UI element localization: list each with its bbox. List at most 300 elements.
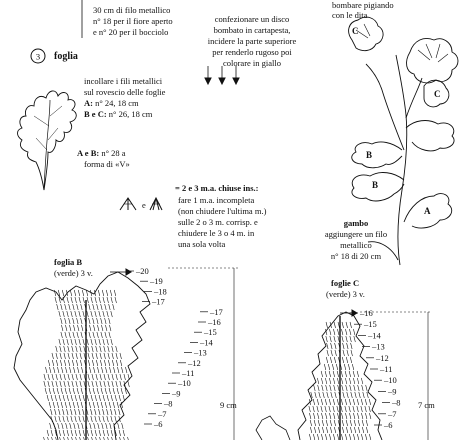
stitch-mark [91, 409, 93, 415]
stitch-mark [79, 416, 81, 422]
stitch-mark [325, 378, 327, 384]
stitch-mark [82, 423, 84, 429]
stitch-mark [68, 381, 70, 387]
stitch-mark [109, 325, 111, 331]
stitch-mark [313, 434, 315, 440]
stitch-mark [333, 378, 335, 384]
stitch-mark [321, 378, 323, 384]
stitch-mark [56, 374, 58, 380]
stitch-mark [369, 434, 371, 440]
stitch-mark [97, 325, 99, 331]
stitch-mark [69, 367, 71, 373]
gambo-line-2: metallico [340, 240, 372, 250]
gambo-line-1: aggiungere un filo [324, 229, 388, 239]
stitch-mark [353, 378, 355, 384]
stitch-mark [64, 346, 66, 352]
stitch-mark [345, 371, 347, 377]
stitch-mark [77, 318, 79, 324]
stitch-mark [72, 381, 74, 387]
stitch-mark [313, 413, 315, 419]
stitch-mark [369, 413, 371, 419]
stitch-mark [71, 395, 73, 401]
stitch-mark [49, 388, 51, 394]
leaf-b-row-label: –18 [154, 286, 167, 297]
stitch-mark [106, 423, 108, 429]
stitch-mark [317, 413, 319, 419]
stitch-mark [317, 399, 319, 405]
leaf-b-row-label: –17 [210, 306, 223, 317]
stitch-mark [346, 427, 348, 433]
stitch-mark [107, 409, 109, 415]
stitch-mark [79, 409, 81, 415]
stitch-mark [91, 311, 93, 317]
stitch-mark [333, 413, 335, 419]
stitch-mark [332, 364, 334, 370]
stitch-mark [79, 395, 81, 401]
stitch-mark [73, 367, 75, 373]
stitch-mark [77, 304, 79, 310]
stitch-mark [76, 360, 78, 366]
stitch-mark [67, 311, 69, 317]
stitch-mark [349, 371, 351, 377]
stitch-mark [59, 430, 61, 436]
stitch-mark [119, 395, 121, 401]
stitch-mark [69, 304, 71, 310]
stitch-mark [365, 413, 367, 419]
stitch-mark [48, 360, 50, 366]
stitch-mark [110, 423, 112, 429]
stitch-mark [313, 399, 315, 405]
stitch-mark [107, 297, 109, 303]
stitch-mark [93, 304, 95, 310]
step2-line-5: colorare in giallo [222, 58, 282, 68]
stitch-mark [67, 430, 69, 436]
stitch-mark [341, 329, 343, 335]
stitch-mark [337, 413, 339, 419]
stitch-mark [350, 385, 352, 391]
stitch-mark [351, 350, 353, 356]
stitch-mark [92, 374, 94, 380]
stitch-mark [106, 290, 108, 296]
stitch-mark [111, 297, 113, 303]
stitch-mark [343, 392, 345, 398]
stitch-mark [74, 290, 76, 296]
stitch-mark [341, 406, 343, 412]
stitch-mark [323, 392, 325, 398]
stitch-mark [51, 409, 53, 415]
leaf-b-row-label: –13 [194, 347, 207, 358]
step1-text-3: e n° 20 per il bocciolo [93, 27, 169, 37]
stitch-mark [65, 367, 67, 373]
leaf-b-row-label: –14 [200, 337, 213, 348]
stitch-mark [87, 311, 89, 317]
stitch-mark [351, 343, 353, 349]
stitch-mark [361, 406, 363, 412]
leaf-b-row-label: –11 [182, 368, 195, 378]
step3-ab-line-2: forma di «V» [84, 159, 130, 169]
stitch-mark [116, 346, 118, 352]
stitch-mark [326, 357, 328, 363]
stitch-mark [61, 367, 63, 373]
stitch-mark [65, 332, 67, 338]
stitch-mark [321, 434, 323, 440]
leaf-b-row-label: –20 [136, 266, 149, 276]
step1-text-2: n° 18 per il fiore aperto [93, 16, 173, 26]
stitch-mark [59, 311, 61, 317]
stitch-mark [89, 325, 91, 331]
stitch-mark [108, 353, 110, 359]
step3-number-badge [31, 49, 45, 63]
stitch-mark [342, 420, 344, 426]
stitch-mark [350, 336, 352, 342]
leaf-c-row-label: –10 [384, 375, 397, 386]
stitch-line-2: (non chiudere l'ultima m.) [178, 206, 267, 216]
stitch-mark [68, 353, 70, 359]
stitch-mark [96, 360, 98, 366]
stitch-mark [107, 416, 109, 422]
stitch-mark [63, 430, 65, 436]
stitch-mark [101, 388, 103, 394]
stitch-mark [56, 360, 58, 366]
stitch-mark [77, 367, 79, 373]
stitch-mark [358, 427, 360, 433]
stitch-mark [353, 413, 355, 419]
stitch-mark [309, 406, 311, 412]
stitch-mark [331, 343, 333, 349]
stitch-mark [99, 409, 101, 415]
stitch-mark [87, 297, 89, 303]
stitch-mark [104, 353, 106, 359]
stitch-mark [109, 318, 111, 324]
stitch-mark [97, 402, 99, 408]
stitch-mark [333, 329, 335, 335]
stitch-mark [65, 325, 67, 331]
stitch-mark [310, 420, 312, 426]
stitch-mark [108, 360, 110, 366]
stitch-mark [357, 434, 359, 440]
stitch-mark [54, 290, 56, 296]
stitch-mark [113, 388, 115, 394]
stitch-mark [353, 399, 355, 405]
flower-illustration [349, 17, 458, 265]
stitch-mark [76, 374, 78, 380]
stitch-mark [99, 416, 101, 422]
stitch-mark [365, 406, 367, 412]
stitch-mark [345, 406, 347, 412]
stitch-mark [52, 353, 54, 359]
stitch-mark [59, 416, 61, 422]
stitch-mark [343, 350, 345, 356]
stitch-mark [107, 339, 109, 345]
stitch-mark [317, 378, 319, 384]
leaf-b-size: 9 cm [220, 400, 237, 410]
stitch-mark [111, 395, 113, 401]
stitch-mark [99, 430, 101, 436]
stitch-mark [93, 332, 95, 338]
stitch-mark [84, 381, 86, 387]
step3-title: foglia [54, 51, 78, 62]
stitch-mark [345, 434, 347, 440]
stitch-mark [97, 318, 99, 324]
stitch-mark [68, 346, 70, 352]
stitch-mark [52, 374, 54, 380]
stitch-mark [64, 374, 66, 380]
stitch-mark [330, 385, 332, 391]
stitch-mark [361, 378, 363, 384]
stitch-mark [57, 402, 59, 408]
stitch-mark [117, 388, 119, 394]
stitch-mark [362, 420, 364, 426]
stitch-mark [333, 399, 335, 405]
leaf-b-row-label: –16 [208, 317, 221, 327]
stitch-mark [99, 311, 101, 317]
stitch-mark [354, 420, 356, 426]
leaf-b-row-label: –19 [150, 276, 163, 287]
stitch-mark [325, 413, 327, 419]
stitch-line-3: sulle 2 o 3 m. corrisp. e [178, 217, 258, 227]
step3-number: 3 [35, 51, 41, 62]
leaf-c-row-label: –12 [376, 352, 389, 363]
stitch-mark [62, 423, 64, 429]
stitch-mark [75, 395, 77, 401]
stitch-mark [341, 399, 343, 405]
stitch-mark [341, 378, 343, 384]
stitch-mark [100, 360, 102, 366]
stitch-mark [333, 406, 335, 412]
stitch-mark [309, 434, 311, 440]
stitch-mark [330, 427, 332, 433]
stitch-mark [49, 367, 51, 373]
stitch-mark [88, 374, 90, 380]
step1-text-1: 30 cm di filo metallico [93, 5, 171, 15]
stitch-mark [45, 367, 47, 373]
stitch-mark [67, 409, 69, 415]
stitch-mark [124, 374, 126, 380]
stitch-mark [71, 339, 73, 345]
stitch-mark [100, 381, 102, 387]
stitch-mark [107, 395, 109, 401]
stitch-mark [325, 399, 327, 405]
stitch-mark [354, 385, 356, 391]
stitch-mark [81, 325, 83, 331]
stitch-mark [45, 388, 47, 394]
stitch-mark [333, 434, 335, 440]
stitch-mark [114, 290, 116, 296]
stitch-mark [89, 304, 91, 310]
stitch-mark [80, 346, 82, 352]
stitch-mark [334, 357, 336, 363]
step3-line-1: incollare i fili metallici [84, 76, 163, 86]
stitch-mark [76, 381, 78, 387]
stitch-mark [103, 416, 105, 422]
stitch-mark [314, 385, 316, 391]
stitch-mark [357, 371, 359, 377]
stitch-mark [83, 311, 85, 317]
stitch-mark [91, 339, 93, 345]
stitch-mark [83, 297, 85, 303]
stitch-mark [75, 297, 77, 303]
stitch-mark [95, 297, 97, 303]
stitch-mark [120, 374, 122, 380]
stitch-mark [73, 332, 75, 338]
step3-bc-label: B e C: [84, 109, 107, 119]
stitch-mark [354, 427, 356, 433]
stitch-mark [83, 339, 85, 345]
stitch-mark [55, 416, 57, 422]
stitch-mark [116, 353, 118, 359]
stitch-mark [47, 395, 49, 401]
stitch-mark [91, 297, 93, 303]
stitch-mark [76, 353, 78, 359]
stitch-mark [331, 392, 333, 398]
stitch-mark [96, 353, 98, 359]
stitch-mark [95, 395, 97, 401]
stitch-mark [321, 406, 323, 412]
stitch-mark [81, 367, 83, 373]
stitch-mark [75, 311, 77, 317]
stitch-mark [89, 367, 91, 373]
stitch-mark [69, 318, 71, 324]
stitch-mark [128, 381, 129, 387]
stitch-mark [345, 399, 347, 405]
stitch-mark [325, 434, 327, 440]
leaf-b-row-label: –8 [164, 398, 173, 409]
stitch-mark [348, 364, 350, 370]
stitch-mark [93, 318, 95, 324]
stitch-mark [349, 378, 351, 384]
stitch-mark [355, 392, 357, 398]
stitch-mark [366, 385, 368, 391]
stitch-title: = 2 e 3 m.a. chiuse ins.: [175, 183, 259, 193]
stitch-mark [91, 430, 93, 436]
stitch-mark [115, 297, 117, 303]
stitch-mark [327, 392, 329, 398]
stitch-mark [61, 388, 63, 394]
stitch-mark [326, 336, 328, 342]
stitch-mark [83, 430, 85, 436]
stitch-mark [67, 416, 69, 422]
leaf-b-row-label: –9 [172, 388, 181, 399]
stitch-mark [111, 339, 113, 345]
stitch-mark [318, 420, 320, 426]
stitch-mark [72, 374, 74, 380]
step2-arrows [205, 66, 239, 84]
stitch-mark [102, 290, 104, 296]
stitch-mark [369, 406, 371, 412]
stitch-mark [123, 395, 125, 401]
step2-line-3: incidere la parte superiore [207, 36, 297, 46]
stitch-mark [325, 406, 327, 412]
stitch-mark [48, 381, 50, 387]
stitch-mark [362, 385, 364, 391]
stitch-mark [351, 392, 353, 398]
stitch-mark [329, 406, 331, 412]
stitch-mark [89, 332, 91, 338]
stitch-mark [326, 322, 328, 328]
stitch-mark [113, 402, 115, 408]
stitch-mark [99, 297, 101, 303]
stitch-mark [334, 420, 336, 426]
stitch-mark [313, 406, 315, 412]
stitch-mark [349, 413, 351, 419]
stitch-mark [101, 402, 103, 408]
stitch-mark [104, 360, 106, 366]
stitch-mark [326, 385, 328, 391]
stitch-mark [329, 434, 331, 440]
stitch-mark [319, 392, 321, 398]
stitch-mark [105, 367, 107, 373]
stitch-mark [57, 367, 59, 373]
stitch-mark [121, 367, 123, 373]
stitch-mark [79, 339, 81, 345]
stitch-mark [314, 427, 316, 433]
stitch-mark [337, 434, 339, 440]
stitch-mark [63, 311, 65, 317]
stitch-mark [336, 364, 338, 370]
stitch-mark [366, 427, 368, 433]
stitch-mark [322, 427, 324, 433]
stitch-mark [335, 350, 337, 356]
stitch-mark [47, 430, 49, 436]
stitch-mark [81, 304, 83, 310]
stitch-mark [77, 402, 79, 408]
stitch-mark [331, 350, 333, 356]
stitch-mark [101, 367, 103, 373]
stitch-mark [77, 325, 79, 331]
leaf-c-row-label: –14 [368, 330, 381, 341]
step3-leaf-drawing [18, 91, 77, 190]
stitch-mark [89, 318, 91, 324]
stitch-mark [345, 378, 347, 384]
stitch-mark [366, 420, 368, 426]
flower-label-4: B [372, 180, 379, 190]
stitch-mark [347, 350, 349, 356]
stitch-mark [329, 329, 331, 335]
stitch-mark [337, 371, 339, 377]
leaf-b-subtitle: (verde) 3 v. [54, 268, 93, 278]
stitch-mark [314, 420, 316, 426]
stitch-mark [93, 367, 95, 373]
stitch-mark [110, 290, 112, 296]
stitch-mark [103, 409, 105, 415]
stitch-mark [93, 388, 95, 394]
stitch-mark [70, 290, 72, 296]
stitch-mark [101, 332, 103, 338]
stitch-mark [68, 360, 70, 366]
stitch-mark [108, 381, 110, 387]
stitch-mark [329, 399, 331, 405]
top-right-line-2: con le dita [332, 10, 368, 20]
stitch-mark [121, 388, 123, 394]
stitch-mark [325, 371, 327, 377]
stitch-mark [343, 343, 345, 349]
stitch-mark [104, 374, 106, 380]
stitch-mark [104, 381, 106, 387]
stitch-mark [337, 329, 339, 335]
stitch-mark [68, 374, 70, 380]
stitch-mark [328, 364, 330, 370]
step3-line-2: sul rovescio delle foglie [84, 87, 166, 97]
stitch-mark [52, 360, 54, 366]
step2-line-2: bombato in cartapesta, [213, 25, 291, 35]
stitch-mark [60, 381, 62, 387]
stitch-mark [117, 402, 119, 408]
stitch-mark [56, 353, 58, 359]
stitch-mark [60, 374, 62, 380]
stitch-mark [345, 329, 347, 335]
stitch-mark [334, 322, 336, 328]
stitch-mark [59, 409, 61, 415]
